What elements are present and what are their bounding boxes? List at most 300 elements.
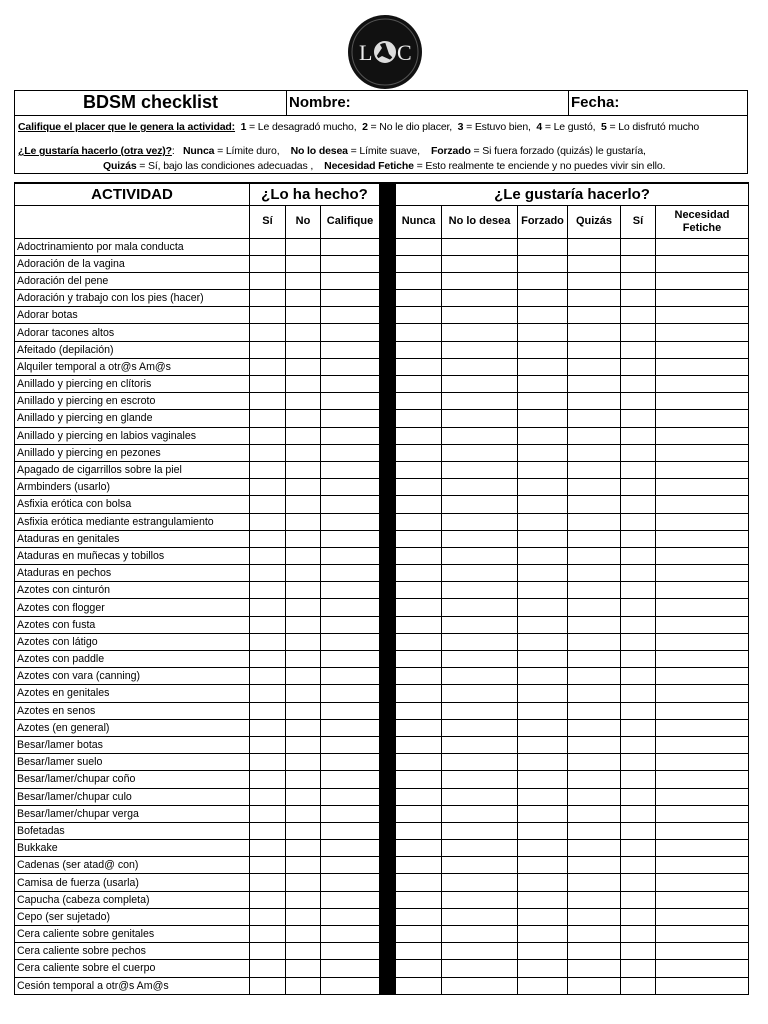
cell-no[interactable] bbox=[286, 805, 321, 822]
cell-califique[interactable] bbox=[321, 599, 380, 616]
cell-si[interactable] bbox=[250, 461, 286, 478]
cell-no[interactable] bbox=[286, 651, 321, 668]
cell-no-lo-desea[interactable] bbox=[442, 324, 518, 341]
cell-necesidad-fetiche[interactable] bbox=[656, 530, 749, 547]
cell-califique[interactable] bbox=[321, 736, 380, 753]
cell-califique[interactable] bbox=[321, 788, 380, 805]
cell-nunca[interactable] bbox=[396, 788, 442, 805]
cell-califique[interactable] bbox=[321, 668, 380, 685]
cell-forzado[interactable] bbox=[518, 754, 568, 771]
cell-forzado[interactable] bbox=[518, 376, 568, 393]
cell-necesidad-fetiche[interactable] bbox=[656, 324, 749, 341]
cell-forzado[interactable] bbox=[518, 616, 568, 633]
cell-si[interactable] bbox=[250, 822, 286, 839]
cell-si-2[interactable] bbox=[621, 290, 656, 307]
cell-no-lo-desea[interactable] bbox=[442, 960, 518, 977]
cell-califique[interactable] bbox=[321, 272, 380, 289]
cell-no-lo-desea[interactable] bbox=[442, 307, 518, 324]
cell-necesidad-fetiche[interactable] bbox=[656, 513, 749, 530]
cell-no[interactable] bbox=[286, 874, 321, 891]
cell-forzado[interactable] bbox=[518, 461, 568, 478]
cell-nunca[interactable] bbox=[396, 238, 442, 255]
cell-quizas[interactable] bbox=[568, 427, 621, 444]
cell-quizas[interactable] bbox=[568, 960, 621, 977]
cell-nunca[interactable] bbox=[396, 685, 442, 702]
cell-forzado[interactable] bbox=[518, 565, 568, 582]
cell-nunca[interactable] bbox=[396, 324, 442, 341]
cell-nunca[interactable] bbox=[396, 290, 442, 307]
cell-no[interactable] bbox=[286, 272, 321, 289]
cell-si-2[interactable] bbox=[621, 496, 656, 513]
cell-forzado[interactable] bbox=[518, 719, 568, 736]
cell-forzado[interactable] bbox=[518, 255, 568, 272]
cell-no-lo-desea[interactable] bbox=[442, 822, 518, 839]
cell-nunca[interactable] bbox=[396, 771, 442, 788]
cell-forzado[interactable] bbox=[518, 788, 568, 805]
cell-nunca[interactable] bbox=[396, 616, 442, 633]
cell-califique[interactable] bbox=[321, 461, 380, 478]
cell-califique[interactable] bbox=[321, 822, 380, 839]
cell-no[interactable] bbox=[286, 444, 321, 461]
cell-quizas[interactable] bbox=[568, 719, 621, 736]
cell-no[interactable] bbox=[286, 702, 321, 719]
cell-quizas[interactable] bbox=[568, 857, 621, 874]
cell-quizas[interactable] bbox=[568, 513, 621, 530]
cell-no[interactable] bbox=[286, 857, 321, 874]
cell-necesidad-fetiche[interactable] bbox=[656, 822, 749, 839]
cell-si[interactable] bbox=[250, 633, 286, 650]
cell-no[interactable] bbox=[286, 341, 321, 358]
cell-forzado[interactable] bbox=[518, 736, 568, 753]
cell-si[interactable] bbox=[250, 427, 286, 444]
cell-quizas[interactable] bbox=[568, 805, 621, 822]
cell-no[interactable] bbox=[286, 358, 321, 375]
cell-califique[interactable] bbox=[321, 255, 380, 272]
cell-si-2[interactable] bbox=[621, 943, 656, 960]
cell-quizas[interactable] bbox=[568, 651, 621, 668]
cell-si-2[interactable] bbox=[621, 393, 656, 410]
cell-forzado[interactable] bbox=[518, 290, 568, 307]
cell-nunca[interactable] bbox=[396, 255, 442, 272]
cell-nunca[interactable] bbox=[396, 599, 442, 616]
cell-nunca[interactable] bbox=[396, 754, 442, 771]
cell-nunca[interactable] bbox=[396, 461, 442, 478]
cell-forzado[interactable] bbox=[518, 685, 568, 702]
cell-quizas[interactable] bbox=[568, 668, 621, 685]
cell-no-lo-desea[interactable] bbox=[442, 668, 518, 685]
cell-no[interactable] bbox=[286, 943, 321, 960]
cell-quizas[interactable] bbox=[568, 496, 621, 513]
cell-no-lo-desea[interactable] bbox=[442, 358, 518, 375]
cell-no-lo-desea[interactable] bbox=[442, 238, 518, 255]
cell-quizas[interactable] bbox=[568, 582, 621, 599]
cell-si-2[interactable] bbox=[621, 857, 656, 874]
cell-nunca[interactable] bbox=[396, 719, 442, 736]
cell-quizas[interactable] bbox=[568, 358, 621, 375]
cell-si[interactable] bbox=[250, 977, 286, 994]
cell-si-2[interactable] bbox=[621, 702, 656, 719]
cell-califique[interactable] bbox=[321, 754, 380, 771]
cell-califique[interactable] bbox=[321, 307, 380, 324]
cell-nunca[interactable] bbox=[396, 840, 442, 857]
cell-forzado[interactable] bbox=[518, 530, 568, 547]
cell-nunca[interactable] bbox=[396, 926, 442, 943]
cell-nunca[interactable] bbox=[396, 410, 442, 427]
cell-califique[interactable] bbox=[321, 530, 380, 547]
cell-si[interactable] bbox=[250, 857, 286, 874]
cell-necesidad-fetiche[interactable] bbox=[656, 668, 749, 685]
cell-no[interactable] bbox=[286, 977, 321, 994]
cell-no[interactable] bbox=[286, 461, 321, 478]
cell-si-2[interactable] bbox=[621, 238, 656, 255]
cell-necesidad-fetiche[interactable] bbox=[656, 616, 749, 633]
cell-califique[interactable] bbox=[321, 926, 380, 943]
cell-si[interactable] bbox=[250, 582, 286, 599]
cell-necesidad-fetiche[interactable] bbox=[656, 272, 749, 289]
cell-si-2[interactable] bbox=[621, 324, 656, 341]
cell-califique[interactable] bbox=[321, 702, 380, 719]
cell-si-2[interactable] bbox=[621, 685, 656, 702]
cell-quizas[interactable] bbox=[568, 479, 621, 496]
cell-necesidad-fetiche[interactable] bbox=[656, 633, 749, 650]
fecha-field[interactable]: Fecha: bbox=[571, 94, 620, 111]
cell-nunca[interactable] bbox=[396, 565, 442, 582]
cell-nunca[interactable] bbox=[396, 272, 442, 289]
cell-forzado[interactable] bbox=[518, 702, 568, 719]
cell-si-2[interactable] bbox=[621, 341, 656, 358]
cell-califique[interactable] bbox=[321, 943, 380, 960]
cell-necesidad-fetiche[interactable] bbox=[656, 771, 749, 788]
cell-califique[interactable] bbox=[321, 358, 380, 375]
cell-si-2[interactable] bbox=[621, 891, 656, 908]
cell-si[interactable] bbox=[250, 307, 286, 324]
cell-quizas[interactable] bbox=[568, 290, 621, 307]
cell-no[interactable] bbox=[286, 633, 321, 650]
cell-si-2[interactable] bbox=[621, 479, 656, 496]
cell-si-2[interactable] bbox=[621, 771, 656, 788]
cell-si-2[interactable] bbox=[621, 307, 656, 324]
cell-quizas[interactable] bbox=[568, 891, 621, 908]
cell-nunca[interactable] bbox=[396, 822, 442, 839]
cell-no[interactable] bbox=[286, 788, 321, 805]
cell-quizas[interactable] bbox=[568, 444, 621, 461]
cell-nunca[interactable] bbox=[396, 341, 442, 358]
cell-quizas[interactable] bbox=[568, 376, 621, 393]
cell-califique[interactable] bbox=[321, 410, 380, 427]
cell-si[interactable] bbox=[250, 668, 286, 685]
cell-nunca[interactable] bbox=[396, 513, 442, 530]
cell-forzado[interactable] bbox=[518, 891, 568, 908]
cell-no-lo-desea[interactable] bbox=[442, 754, 518, 771]
cell-no[interactable] bbox=[286, 754, 321, 771]
cell-si[interactable] bbox=[250, 238, 286, 255]
cell-quizas[interactable] bbox=[568, 255, 621, 272]
cell-quizas[interactable] bbox=[568, 754, 621, 771]
cell-quizas[interactable] bbox=[568, 616, 621, 633]
cell-si[interactable] bbox=[250, 393, 286, 410]
cell-forzado[interactable] bbox=[518, 324, 568, 341]
cell-quizas[interactable] bbox=[568, 272, 621, 289]
cell-quizas[interactable] bbox=[568, 461, 621, 478]
cell-nunca[interactable] bbox=[396, 977, 442, 994]
cell-necesidad-fetiche[interactable] bbox=[656, 307, 749, 324]
cell-no[interactable] bbox=[286, 668, 321, 685]
cell-quizas[interactable] bbox=[568, 874, 621, 891]
cell-nunca[interactable] bbox=[396, 702, 442, 719]
cell-si-2[interactable] bbox=[621, 874, 656, 891]
cell-necesidad-fetiche[interactable] bbox=[656, 908, 749, 925]
cell-si[interactable] bbox=[250, 410, 286, 427]
cell-quizas[interactable] bbox=[568, 565, 621, 582]
cell-forzado[interactable] bbox=[518, 238, 568, 255]
cell-quizas[interactable] bbox=[568, 685, 621, 702]
cell-califique[interactable] bbox=[321, 427, 380, 444]
cell-si-2[interactable] bbox=[621, 977, 656, 994]
cell-califique[interactable] bbox=[321, 341, 380, 358]
cell-necesidad-fetiche[interactable] bbox=[656, 341, 749, 358]
cell-necesidad-fetiche[interactable] bbox=[656, 788, 749, 805]
cell-forzado[interactable] bbox=[518, 547, 568, 564]
cell-califique[interactable] bbox=[321, 719, 380, 736]
cell-no[interactable] bbox=[286, 771, 321, 788]
cell-si-2[interactable] bbox=[621, 754, 656, 771]
cell-forzado[interactable] bbox=[518, 668, 568, 685]
cell-no[interactable] bbox=[286, 891, 321, 908]
cell-quizas[interactable] bbox=[568, 547, 621, 564]
cell-necesidad-fetiche[interactable] bbox=[656, 255, 749, 272]
cell-nunca[interactable] bbox=[396, 444, 442, 461]
cell-si[interactable] bbox=[250, 376, 286, 393]
cell-no[interactable] bbox=[286, 255, 321, 272]
cell-no-lo-desea[interactable] bbox=[442, 461, 518, 478]
cell-quizas[interactable] bbox=[568, 788, 621, 805]
cell-quizas[interactable] bbox=[568, 908, 621, 925]
cell-no[interactable] bbox=[286, 427, 321, 444]
cell-no[interactable] bbox=[286, 565, 321, 582]
cell-nunca[interactable] bbox=[396, 960, 442, 977]
cell-si[interactable] bbox=[250, 685, 286, 702]
cell-nunca[interactable] bbox=[396, 547, 442, 564]
cell-no[interactable] bbox=[286, 376, 321, 393]
cell-si[interactable] bbox=[250, 754, 286, 771]
cell-no[interactable] bbox=[286, 307, 321, 324]
cell-si[interactable] bbox=[250, 565, 286, 582]
cell-si-2[interactable] bbox=[621, 272, 656, 289]
cell-forzado[interactable] bbox=[518, 874, 568, 891]
cell-no[interactable] bbox=[286, 736, 321, 753]
cell-califique[interactable] bbox=[321, 805, 380, 822]
cell-necesidad-fetiche[interactable] bbox=[656, 805, 749, 822]
cell-si-2[interactable] bbox=[621, 840, 656, 857]
cell-si[interactable] bbox=[250, 324, 286, 341]
cell-no[interactable] bbox=[286, 908, 321, 925]
cell-quizas[interactable] bbox=[568, 943, 621, 960]
cell-califique[interactable] bbox=[321, 616, 380, 633]
cell-si-2[interactable] bbox=[621, 822, 656, 839]
cell-no-lo-desea[interactable] bbox=[442, 633, 518, 650]
cell-no-lo-desea[interactable] bbox=[442, 719, 518, 736]
cell-califique[interactable] bbox=[321, 908, 380, 925]
cell-no-lo-desea[interactable] bbox=[442, 582, 518, 599]
cell-si[interactable] bbox=[250, 788, 286, 805]
cell-no-lo-desea[interactable] bbox=[442, 616, 518, 633]
cell-quizas[interactable] bbox=[568, 840, 621, 857]
cell-quizas[interactable] bbox=[568, 736, 621, 753]
cell-no[interactable] bbox=[286, 530, 321, 547]
cell-necesidad-fetiche[interactable] bbox=[656, 926, 749, 943]
cell-si-2[interactable] bbox=[621, 788, 656, 805]
cell-nunca[interactable] bbox=[396, 393, 442, 410]
cell-necesidad-fetiche[interactable] bbox=[656, 461, 749, 478]
cell-necesidad-fetiche[interactable] bbox=[656, 479, 749, 496]
cell-forzado[interactable] bbox=[518, 427, 568, 444]
cell-forzado[interactable] bbox=[518, 479, 568, 496]
cell-quizas[interactable] bbox=[568, 530, 621, 547]
cell-necesidad-fetiche[interactable] bbox=[656, 685, 749, 702]
cell-quizas[interactable] bbox=[568, 702, 621, 719]
cell-si-2[interactable] bbox=[621, 651, 656, 668]
cell-no[interactable] bbox=[286, 685, 321, 702]
cell-no[interactable] bbox=[286, 410, 321, 427]
cell-no-lo-desea[interactable] bbox=[442, 599, 518, 616]
cell-si-2[interactable] bbox=[621, 908, 656, 925]
cell-nunca[interactable] bbox=[396, 736, 442, 753]
cell-no-lo-desea[interactable] bbox=[442, 513, 518, 530]
cell-si-2[interactable] bbox=[621, 461, 656, 478]
cell-no-lo-desea[interactable] bbox=[442, 857, 518, 874]
cell-no-lo-desea[interactable] bbox=[442, 891, 518, 908]
cell-forzado[interactable] bbox=[518, 272, 568, 289]
cell-califique[interactable] bbox=[321, 582, 380, 599]
cell-necesidad-fetiche[interactable] bbox=[656, 410, 749, 427]
cell-forzado[interactable] bbox=[518, 513, 568, 530]
cell-si-2[interactable] bbox=[621, 530, 656, 547]
cell-si[interactable] bbox=[250, 960, 286, 977]
cell-no-lo-desea[interactable] bbox=[442, 547, 518, 564]
cell-si[interactable] bbox=[250, 444, 286, 461]
cell-no-lo-desea[interactable] bbox=[442, 255, 518, 272]
cell-si[interactable] bbox=[250, 599, 286, 616]
cell-no[interactable] bbox=[286, 393, 321, 410]
cell-quizas[interactable] bbox=[568, 926, 621, 943]
cell-califique[interactable] bbox=[321, 977, 380, 994]
cell-no-lo-desea[interactable] bbox=[442, 272, 518, 289]
cell-forzado[interactable] bbox=[518, 840, 568, 857]
cell-califique[interactable] bbox=[321, 960, 380, 977]
cell-si-2[interactable] bbox=[621, 633, 656, 650]
cell-necesidad-fetiche[interactable] bbox=[656, 977, 749, 994]
cell-califique[interactable] bbox=[321, 238, 380, 255]
cell-quizas[interactable] bbox=[568, 238, 621, 255]
cell-si[interactable] bbox=[250, 651, 286, 668]
cell-no[interactable] bbox=[286, 926, 321, 943]
cell-necesidad-fetiche[interactable] bbox=[656, 736, 749, 753]
cell-si-2[interactable] bbox=[621, 444, 656, 461]
cell-no-lo-desea[interactable] bbox=[442, 444, 518, 461]
cell-si-2[interactable] bbox=[621, 616, 656, 633]
cell-si[interactable] bbox=[250, 840, 286, 857]
cell-no[interactable] bbox=[286, 616, 321, 633]
cell-si-2[interactable] bbox=[621, 805, 656, 822]
cell-forzado[interactable] bbox=[518, 771, 568, 788]
cell-quizas[interactable] bbox=[568, 633, 621, 650]
nombre-field[interactable]: Nombre: bbox=[287, 91, 569, 115]
cell-califique[interactable] bbox=[321, 633, 380, 650]
cell-no-lo-desea[interactable] bbox=[442, 908, 518, 925]
cell-no-lo-desea[interactable] bbox=[442, 410, 518, 427]
cell-si[interactable] bbox=[250, 926, 286, 943]
cell-si-2[interactable] bbox=[621, 926, 656, 943]
cell-nunca[interactable] bbox=[396, 857, 442, 874]
cell-no[interactable] bbox=[286, 479, 321, 496]
cell-necesidad-fetiche[interactable] bbox=[656, 444, 749, 461]
cell-necesidad-fetiche[interactable] bbox=[656, 547, 749, 564]
cell-no-lo-desea[interactable] bbox=[442, 427, 518, 444]
cell-no[interactable] bbox=[286, 822, 321, 839]
cell-nunca[interactable] bbox=[396, 530, 442, 547]
cell-si[interactable] bbox=[250, 943, 286, 960]
cell-no-lo-desea[interactable] bbox=[442, 840, 518, 857]
cell-necesidad-fetiche[interactable] bbox=[656, 599, 749, 616]
cell-califique[interactable] bbox=[321, 874, 380, 891]
cell-no[interactable] bbox=[286, 840, 321, 857]
cell-nunca[interactable] bbox=[396, 358, 442, 375]
cell-nunca[interactable] bbox=[396, 427, 442, 444]
cell-no-lo-desea[interactable] bbox=[442, 376, 518, 393]
cell-necesidad-fetiche[interactable] bbox=[656, 582, 749, 599]
cell-califique[interactable] bbox=[321, 290, 380, 307]
cell-si[interactable] bbox=[250, 805, 286, 822]
cell-nunca[interactable] bbox=[396, 582, 442, 599]
cell-no[interactable] bbox=[286, 290, 321, 307]
cell-quizas[interactable] bbox=[568, 977, 621, 994]
cell-quizas[interactable] bbox=[568, 771, 621, 788]
cell-si[interactable] bbox=[250, 771, 286, 788]
cell-no-lo-desea[interactable] bbox=[442, 943, 518, 960]
cell-quizas[interactable] bbox=[568, 822, 621, 839]
cell-no-lo-desea[interactable] bbox=[442, 736, 518, 753]
cell-si-2[interactable] bbox=[621, 358, 656, 375]
cell-necesidad-fetiche[interactable] bbox=[656, 376, 749, 393]
cell-nunca[interactable] bbox=[396, 891, 442, 908]
cell-forzado[interactable] bbox=[518, 444, 568, 461]
cell-nunca[interactable] bbox=[396, 479, 442, 496]
cell-califique[interactable] bbox=[321, 857, 380, 874]
cell-califique[interactable] bbox=[321, 565, 380, 582]
cell-forzado[interactable] bbox=[518, 943, 568, 960]
cell-forzado[interactable] bbox=[518, 960, 568, 977]
cell-forzado[interactable] bbox=[518, 599, 568, 616]
cell-no[interactable] bbox=[286, 719, 321, 736]
cell-no[interactable] bbox=[286, 582, 321, 599]
cell-nunca[interactable] bbox=[396, 376, 442, 393]
cell-forzado[interactable] bbox=[518, 822, 568, 839]
cell-califique[interactable] bbox=[321, 393, 380, 410]
cell-forzado[interactable] bbox=[518, 393, 568, 410]
cell-califique[interactable] bbox=[321, 891, 380, 908]
cell-no[interactable] bbox=[286, 238, 321, 255]
cell-califique[interactable] bbox=[321, 513, 380, 530]
cell-forzado[interactable] bbox=[518, 633, 568, 650]
cell-si[interactable] bbox=[250, 255, 286, 272]
cell-forzado[interactable] bbox=[518, 857, 568, 874]
cell-nunca[interactable] bbox=[396, 943, 442, 960]
cell-necesidad-fetiche[interactable] bbox=[656, 857, 749, 874]
cell-no-lo-desea[interactable] bbox=[442, 926, 518, 943]
cell-quizas[interactable] bbox=[568, 341, 621, 358]
cell-necesidad-fetiche[interactable] bbox=[656, 960, 749, 977]
cell-si[interactable] bbox=[250, 702, 286, 719]
